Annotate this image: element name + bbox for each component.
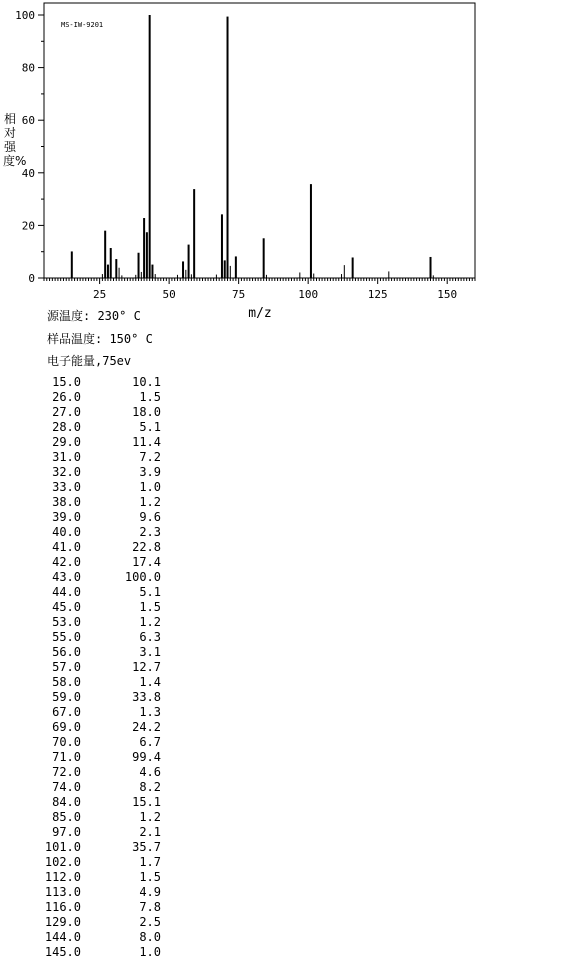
peak-row xyxy=(47,720,177,735)
spectrum-bar xyxy=(102,274,103,278)
peak-intensity: 33.8 xyxy=(132,690,161,704)
spectrum-bar xyxy=(182,261,184,278)
peak-mz: 145.0 xyxy=(44,945,81,959)
peak-intensity: 9.6 xyxy=(139,510,161,524)
peak-intensity: 1.0 xyxy=(139,480,161,494)
spectrum-bar xyxy=(230,266,231,278)
peak-row xyxy=(47,780,177,795)
spectrum-bar xyxy=(135,275,136,278)
peak-row xyxy=(47,810,177,825)
peak-mz: 26.0 xyxy=(52,390,81,404)
axis-ticks xyxy=(38,15,475,284)
peak-row xyxy=(47,735,177,750)
peak-row xyxy=(44,915,177,930)
peak-row xyxy=(47,630,177,645)
spectrum-bar xyxy=(224,260,226,278)
spectrum-bar xyxy=(344,265,345,278)
peak-mz: 45.0 xyxy=(52,600,81,614)
spectrum-bar xyxy=(227,17,229,278)
spectrum-bar xyxy=(119,268,120,278)
peak-mz: 116.0 xyxy=(44,900,81,914)
peak-intensity: 99.4 xyxy=(132,750,161,764)
peak-mz: 42.0 xyxy=(52,555,81,569)
peak-row xyxy=(44,840,177,855)
peak-mz: 27.0 xyxy=(52,405,81,419)
spectrum-bar xyxy=(149,15,151,278)
peak-row xyxy=(47,405,177,420)
peak-row xyxy=(47,510,177,525)
peak-intensity: 6.7 xyxy=(139,735,161,749)
peak-mz: 97.0 xyxy=(52,825,81,839)
peak-mz: 55.0 xyxy=(52,630,81,644)
peak-row xyxy=(47,690,177,705)
peak-row xyxy=(47,600,177,615)
peak-mz: 15.0 xyxy=(52,375,81,389)
peak-mz: 129.0 xyxy=(44,915,81,929)
peak-intensity: 7.2 xyxy=(139,450,161,464)
y-tick-label: 40 xyxy=(21,166,35,180)
x-axis-label: m/z xyxy=(248,306,272,321)
x-tick-label: 25 xyxy=(92,288,107,301)
spectrum-bar xyxy=(263,238,265,278)
peak-row xyxy=(47,705,177,720)
peak-row xyxy=(47,555,177,570)
peak-intensity: 1.2 xyxy=(139,495,161,509)
peak-row xyxy=(47,585,177,600)
peak-intensity: 11.4 xyxy=(132,435,161,449)
spectrum-bar xyxy=(110,248,112,278)
peak-mz: 41.0 xyxy=(52,540,81,554)
peak-row xyxy=(47,540,177,555)
spectrum-bar xyxy=(310,184,312,278)
x-tick-label: 100 xyxy=(298,288,319,301)
peak-row xyxy=(47,660,177,675)
spectrum-bar xyxy=(266,275,267,278)
peak-intensity: 8.2 xyxy=(139,780,161,794)
peak-row xyxy=(47,480,177,495)
peak-mz: 33.0 xyxy=(52,480,81,494)
peak-mz: 101.0 xyxy=(44,840,81,854)
peak-row xyxy=(47,615,177,630)
peak-intensity: 8.0 xyxy=(139,930,161,944)
peak-mz: 67.0 xyxy=(52,705,81,719)
peak-intensity: 7.8 xyxy=(139,900,161,914)
peak-row xyxy=(44,885,177,900)
spectrum-bar xyxy=(430,257,432,278)
spectrum-bar xyxy=(221,214,223,278)
spectrum-bar xyxy=(193,189,195,278)
spectrum-bar xyxy=(115,259,117,278)
peak-row xyxy=(47,750,177,765)
peak-row xyxy=(47,495,177,510)
peak-intensity: 15.1 xyxy=(132,795,161,809)
peak-mz: 40.0 xyxy=(52,525,81,539)
peak-mz: 38.0 xyxy=(52,495,81,509)
peak-intensity: 1.2 xyxy=(139,810,161,824)
peak-intensity: 100.0 xyxy=(124,570,161,584)
peak-row xyxy=(47,420,177,435)
peak-mz: 53.0 xyxy=(52,615,81,629)
peak-row xyxy=(47,795,177,810)
peak-mz: 32.0 xyxy=(52,465,81,479)
peak-intensity: 1.5 xyxy=(139,600,161,614)
spectrum-bar xyxy=(185,270,186,278)
spectrum-bar xyxy=(104,231,106,278)
y-tick-label: 100 xyxy=(15,9,35,22)
peak-mz: 57.0 xyxy=(52,660,81,674)
spectrum-code-label: MS-IW-9201 xyxy=(61,21,104,29)
spectrum-bar xyxy=(107,265,109,278)
spectrum-bar xyxy=(191,274,192,278)
peak-table xyxy=(44,375,177,960)
spectrum-bar xyxy=(188,245,190,278)
peak-row xyxy=(44,900,177,915)
peak-mz: 84.0 xyxy=(52,795,81,809)
peak-intensity: 24.2 xyxy=(132,720,161,734)
peak-mz: 56.0 xyxy=(52,645,81,659)
peak-mz: 58.0 xyxy=(52,675,81,689)
peak-mz: 44.0 xyxy=(52,585,81,599)
spectrum-bar xyxy=(313,274,314,278)
peak-intensity: 10.1 xyxy=(132,375,161,389)
peak-mz: 39.0 xyxy=(52,510,81,524)
peak-mz: 102.0 xyxy=(44,855,81,869)
peak-intensity: 2.3 xyxy=(139,525,161,539)
peak-mz: 29.0 xyxy=(52,435,81,449)
peak-row xyxy=(47,765,177,780)
peak-mz: 71.0 xyxy=(52,750,81,764)
peak-row xyxy=(44,870,177,885)
spectrum-bar xyxy=(151,265,153,278)
peak-intensity: 3.1 xyxy=(139,645,161,659)
peak-mz: 69.0 xyxy=(52,720,81,734)
spectrum-bar xyxy=(235,256,237,278)
spectrum-bar xyxy=(143,218,145,278)
peak-intensity: 17.4 xyxy=(132,555,161,569)
plot-frame xyxy=(44,3,475,278)
peak-row xyxy=(47,645,177,660)
peak-row xyxy=(47,390,177,405)
spectrum-bar xyxy=(433,275,434,278)
spectrum-bar xyxy=(71,251,73,278)
peak-row xyxy=(47,435,177,450)
peak-row xyxy=(47,450,177,465)
peak-row xyxy=(47,675,177,690)
peak-intensity: 4.9 xyxy=(139,885,161,899)
peak-mz: 43.0 xyxy=(52,570,81,584)
spectrum-bar xyxy=(388,271,389,278)
peak-intensity: 2.1 xyxy=(139,825,161,839)
peak-row xyxy=(47,525,177,540)
peak-mz: 85.0 xyxy=(52,810,81,824)
spectrum-bar xyxy=(146,232,148,278)
peak-mz: 70.0 xyxy=(52,735,81,749)
sample-temperature: 样品温度: 150° C xyxy=(47,332,153,346)
peak-mz: 113.0 xyxy=(44,885,81,899)
peak-intensity: 1.4 xyxy=(139,675,161,689)
x-tick-label: 75 xyxy=(232,288,246,301)
mass-spectrum-chart xyxy=(0,0,570,322)
spectrum-bar xyxy=(121,275,122,278)
peak-intensity: 35.7 xyxy=(132,840,161,854)
peak-intensity: 22.8 xyxy=(132,540,161,554)
spectrum-bar xyxy=(155,274,156,278)
peak-mz: 72.0 xyxy=(52,765,81,779)
spectrum-bar xyxy=(352,257,354,278)
peak-intensity: 1.5 xyxy=(139,870,161,884)
peak-intensity: 1.2 xyxy=(139,615,161,629)
peak-row xyxy=(44,855,177,870)
peak-intensity: 1.5 xyxy=(139,390,161,404)
electron-energy: 电子能量,75ev xyxy=(47,354,132,368)
y-tick-label: 80 xyxy=(21,61,35,75)
x-tick-label: 125 xyxy=(367,288,388,301)
peak-intensity: 12.7 xyxy=(132,660,161,674)
spectrum-bar xyxy=(138,253,140,278)
peak-mz: 59.0 xyxy=(52,690,81,704)
peak-row xyxy=(44,930,177,945)
peak-intensity: 3.9 xyxy=(139,465,161,479)
peak-intensity: 18.0 xyxy=(132,405,161,419)
peak-mz: 31.0 xyxy=(52,450,81,464)
spectrum-bar xyxy=(216,275,217,278)
peak-row xyxy=(44,945,177,960)
peak-mz: 28.0 xyxy=(52,420,81,434)
y-tick-label: 0 xyxy=(28,272,35,285)
spectrum-bar xyxy=(177,275,178,278)
peak-intensity: 5.1 xyxy=(139,420,161,434)
y-tick-label: 20 xyxy=(21,219,35,233)
peak-mz: 112.0 xyxy=(44,870,81,884)
spectrum-bar xyxy=(341,274,342,278)
spectrum-bar xyxy=(299,272,300,278)
spectrum-bars xyxy=(71,15,434,278)
source-temperature: 源温度: 230° C xyxy=(47,309,141,323)
peak-mz: 144.0 xyxy=(44,930,81,944)
x-tick-label: 150 xyxy=(437,288,458,301)
peak-row xyxy=(47,375,177,390)
peak-mz: 74.0 xyxy=(52,780,81,794)
y-axis-label: 相对强度% xyxy=(3,112,27,168)
peak-row xyxy=(47,570,177,585)
peak-row xyxy=(47,825,177,840)
peak-intensity: 4.6 xyxy=(139,765,161,779)
peak-row xyxy=(47,465,177,480)
peak-intensity: 1.0 xyxy=(139,945,161,959)
peak-intensity: 2.5 xyxy=(139,915,161,929)
peak-intensity: 1.7 xyxy=(139,855,161,869)
peak-intensity: 6.3 xyxy=(139,630,161,644)
spectrum-bar xyxy=(141,272,142,278)
x-tick-label: 50 xyxy=(162,288,176,301)
y-tick-label: 60 xyxy=(21,114,35,128)
peak-intensity: 1.3 xyxy=(139,705,161,719)
peak-intensity: 5.1 xyxy=(139,585,161,599)
